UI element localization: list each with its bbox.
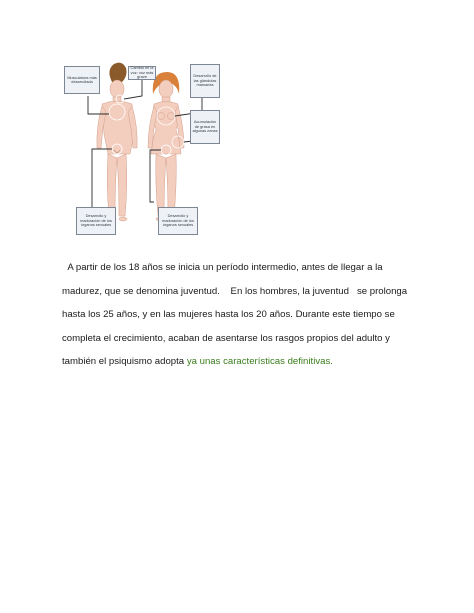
callout-musculatura-text: Musculatura más desarrollada — [67, 74, 97, 84]
callout-cambio-voz — [128, 66, 156, 80]
puberty-illustration — [62, 52, 234, 238]
callout-cambio-voz-text: Cambio en la voz: voz más grave — [130, 65, 154, 80]
callout-grasa — [190, 110, 220, 144]
paragraph-part-1: A partir de los 18 años se inicia un período intermedio, antes de llegar a la madurez, que se denomina juventud. — [62, 262, 383, 297]
female-figure — [148, 72, 184, 221]
body-paragraph — [62, 256, 422, 374]
callout-glandulas — [190, 64, 220, 98]
callout-grasa-text: Acumulación de grasa en algunas zonas — [192, 119, 218, 134]
paragraph-highlight: ya unas características definitivas. — [186, 356, 333, 367]
leader-lines — [88, 80, 202, 207]
paragraph-part-3: se prolonga hasta los 25 años, y en las mujeres hasta los 20 años. Durante este tiempo se completa el crecimiento, acaban de asentarse los rasgos propios del adulto y también el psiquismo adopta — [62, 285, 408, 367]
callout-organos-masculinos — [76, 207, 116, 235]
callout-organos-masculinos-text: Desarrollo y maduración de los órganos sexuales — [80, 213, 112, 228]
male-figure — [97, 63, 137, 221]
paragraph-part-2: En los hombres, la juventud — [230, 285, 349, 297]
callout-organos-femeninos-text: Desarrollo y maduración de los órganos sexuales — [162, 213, 194, 228]
callout-glandulas-text: Desarrollo de las glándulas mamarias — [193, 73, 217, 88]
callout-musculatura — [64, 66, 100, 94]
callout-organos-femeninos — [158, 207, 198, 235]
